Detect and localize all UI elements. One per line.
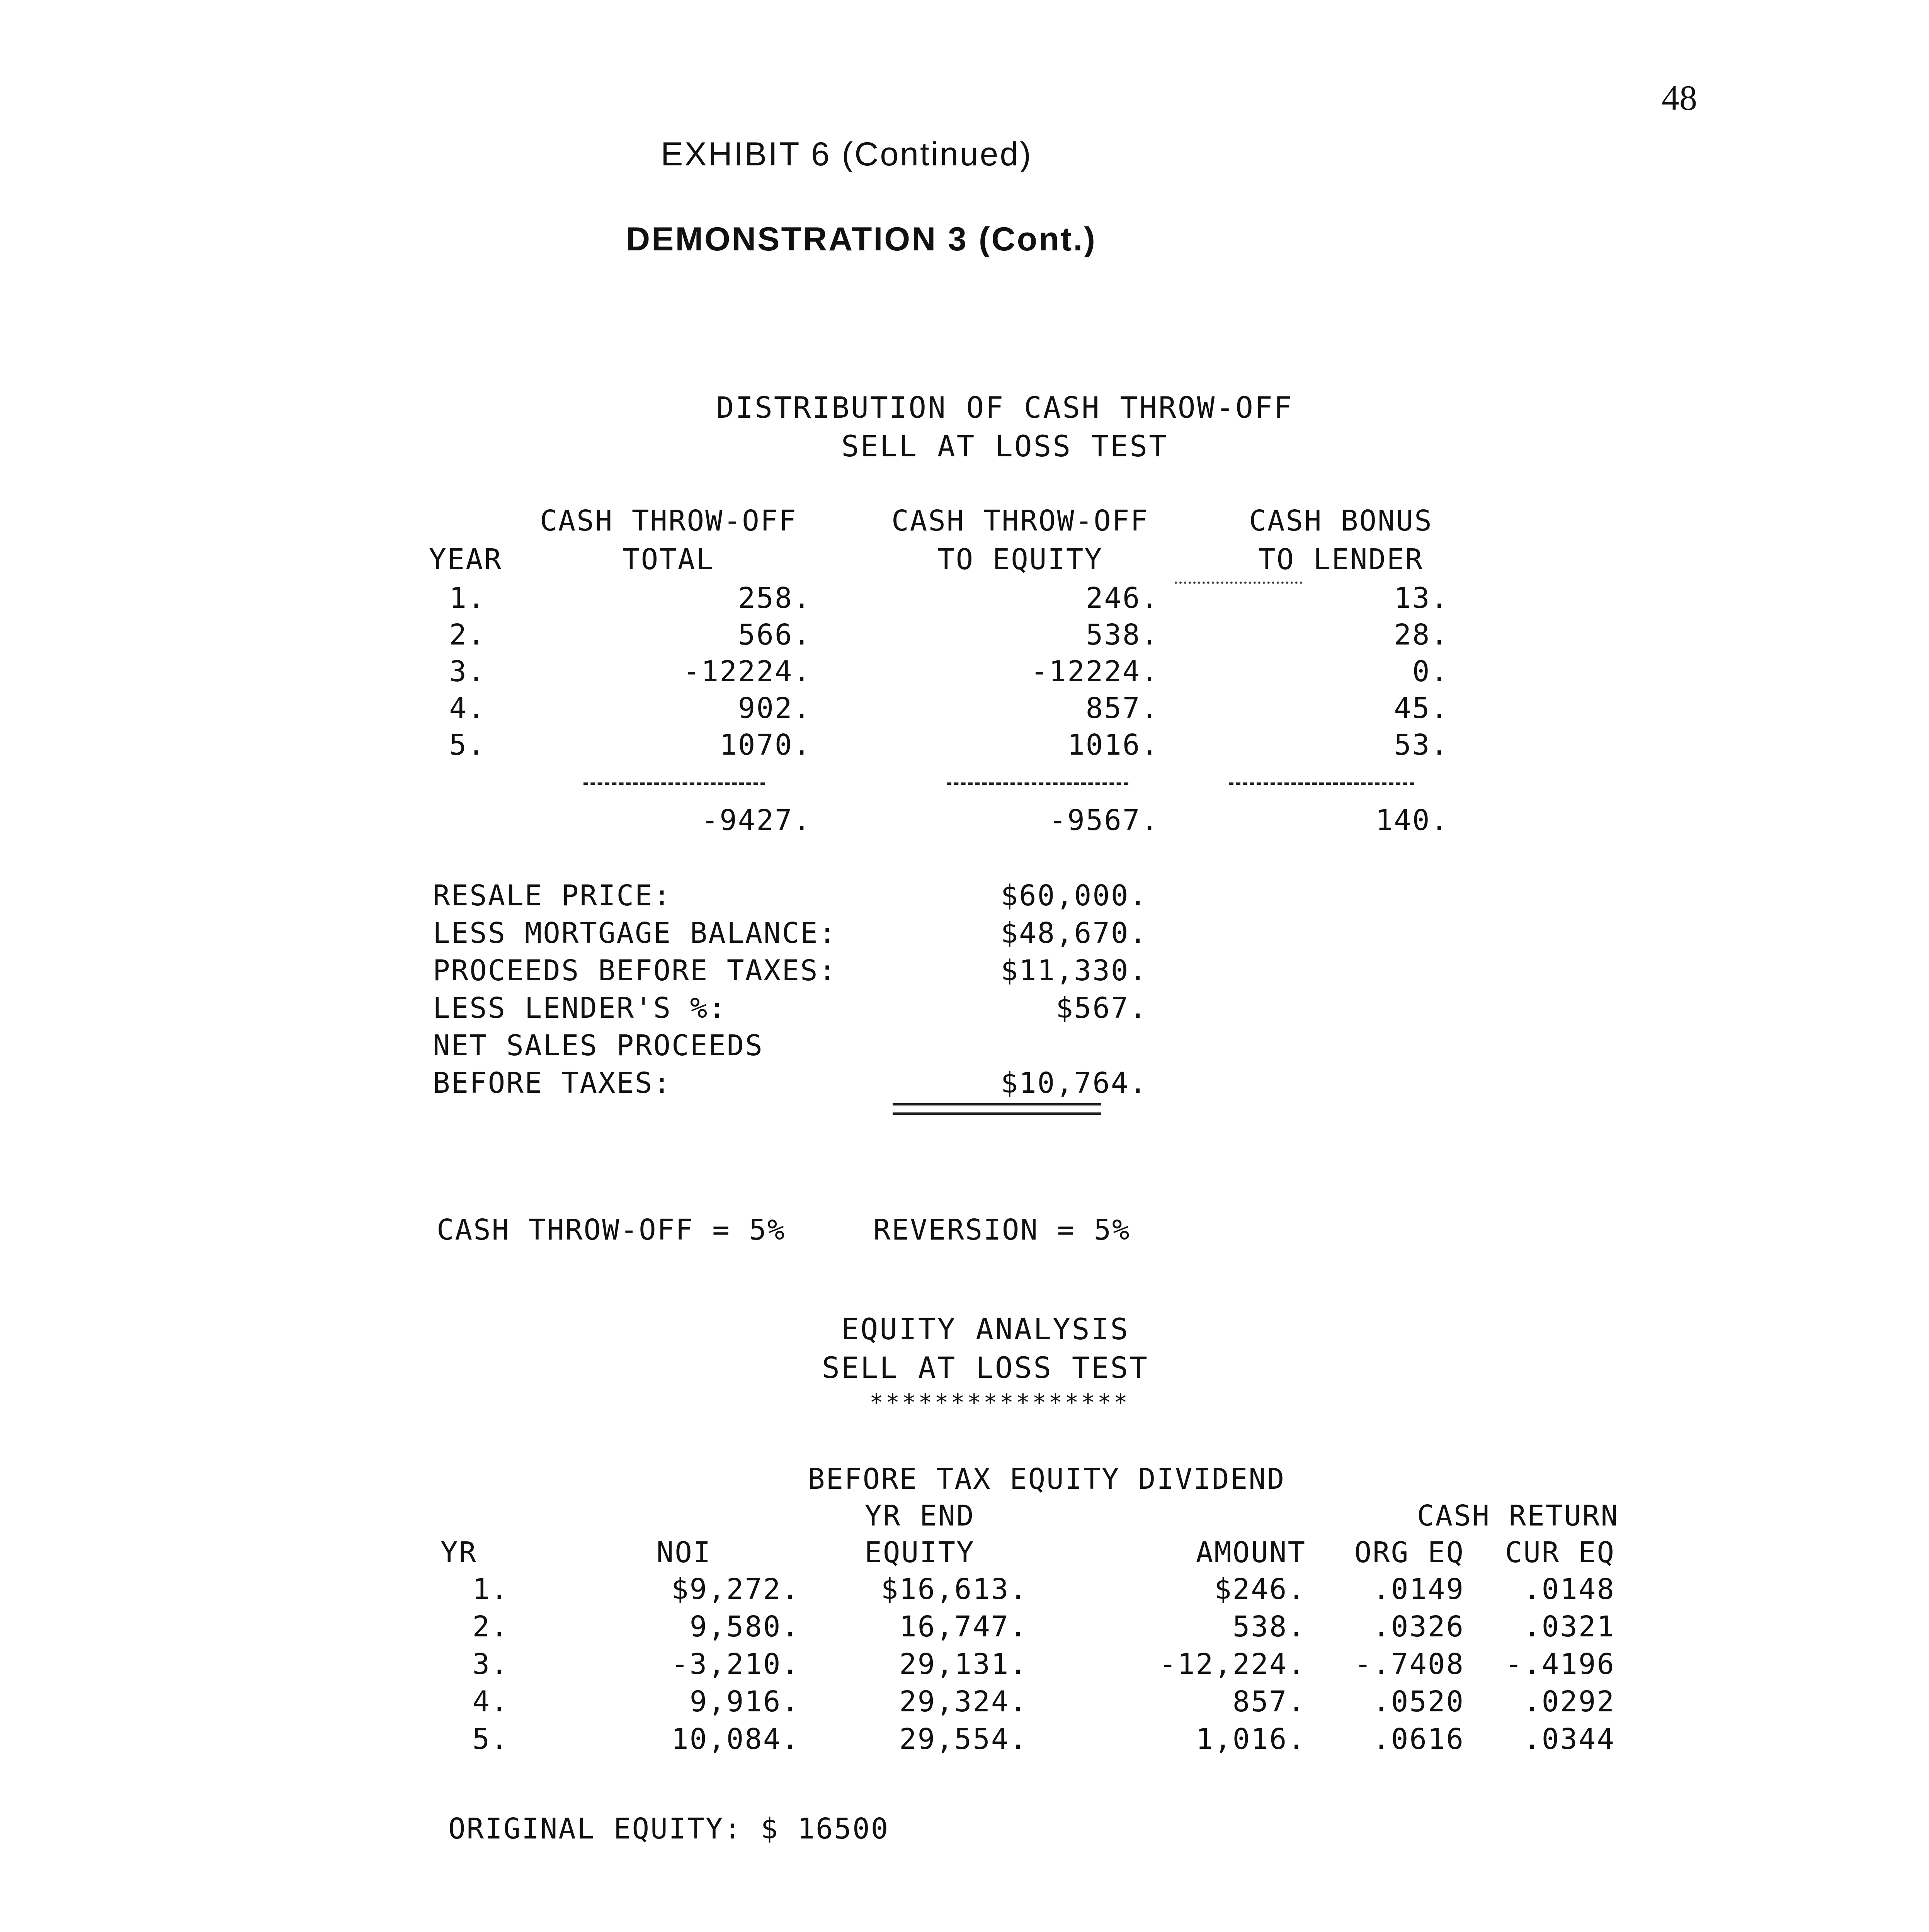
resale-row [433, 992, 1148, 1029]
reversion-rate: REVERSION = 5% [873, 1213, 1131, 1247]
resale-value: $60,000. [1000, 879, 1148, 912]
resale-value: $11,330. [1000, 954, 1148, 987]
row-amount: $246. [1214, 1573, 1306, 1606]
resale-value: $48,670. [1000, 917, 1148, 950]
row-year: 5. [449, 728, 486, 762]
row-equity: 29,554. [899, 1723, 1028, 1756]
cash-throw-off-rate: CASH THROW-OFF = 5% [437, 1213, 786, 1247]
row-total: 258. [738, 582, 811, 615]
header-bonus-line2: TO LENDER [1258, 543, 1424, 576]
row-amount: 538. [1232, 1610, 1306, 1643]
header-total-line1: CASH THROW-OFF [540, 504, 797, 537]
row-total: 902. [738, 692, 811, 725]
bonus-rule [1229, 782, 1414, 785]
row-yr: 2. [472, 1610, 509, 1643]
exhibit-title: EXHIBIT 6 (Continued) [661, 136, 1033, 173]
row-total: 566. [738, 618, 811, 651]
row-cur-eq: .0321 [1523, 1610, 1615, 1643]
header-yr-end: YR END [864, 1499, 975, 1532]
resale-label: BEFORE TAXES: [433, 1066, 672, 1100]
row-equity: 538. [1085, 618, 1159, 651]
resale-label: RESALE PRICE: [433, 879, 672, 912]
equity-analysis-subtitle: SELL AT LOSS TEST [822, 1350, 1149, 1385]
row-cur-eq: -.4196 [1505, 1648, 1615, 1681]
double-rule [893, 1103, 1101, 1115]
header-equity-line2: TO EQUITY [937, 543, 1103, 576]
distribution-title: DISTRIBUTION OF CASH THROW-OFF [716, 390, 1293, 425]
header-equity-line1: CASH THROW-OFF [891, 504, 1149, 537]
row-amount: 857. [1232, 1685, 1306, 1718]
row-amount: 1,016. [1196, 1723, 1306, 1756]
resale-row [433, 1066, 1148, 1104]
resale-row [433, 954, 1148, 991]
row-org-eq: .0616 [1373, 1723, 1465, 1756]
resale-row [433, 1029, 1128, 1066]
stars-rule: **************** [869, 1389, 1130, 1416]
row-year: 2. [449, 618, 486, 651]
row-yr: 5. [472, 1723, 509, 1756]
row-equity: -12224. [1031, 655, 1159, 688]
row-noi: -3,210. [671, 1648, 800, 1681]
row-equity: 246. [1085, 582, 1159, 615]
row-bonus: 28. [1394, 618, 1449, 651]
row-equity: 16,747. [899, 1610, 1028, 1643]
header-total-line2: TOTAL [623, 543, 714, 576]
equity-sum: -9567. [1049, 804, 1159, 837]
total-rule [583, 782, 765, 785]
row-cur-eq: .0292 [1523, 1685, 1615, 1718]
row-total: 1070. [720, 728, 811, 762]
row-total: -12224. [683, 655, 811, 688]
row-year: 1. [449, 582, 486, 615]
page-number: 48 [1662, 78, 1697, 117]
row-noi: 10,084. [671, 1723, 800, 1756]
header-year: YEAR [429, 543, 503, 576]
demonstration-title: DEMONSTRATION 3 (Cont.) [626, 221, 1097, 258]
header-bonus-line1: CASH BONUS [1249, 504, 1433, 537]
equity-analysis-title: EQUITY ANALYSIS [841, 1312, 1130, 1346]
resale-row [433, 917, 1148, 954]
resale-label: NET SALES PROCEEDS [433, 1029, 764, 1062]
equity-rule [947, 782, 1128, 785]
header-yr: YR [441, 1536, 478, 1569]
row-equity: 1016. [1067, 728, 1159, 762]
row-cur-eq: .0344 [1523, 1723, 1615, 1756]
row-noi: 9,580. [689, 1610, 800, 1643]
row-equity: $16,613. [881, 1573, 1028, 1606]
resale-value: $10,764. [1000, 1066, 1148, 1100]
header-equity: EQUITY [864, 1536, 975, 1569]
row-noi: 9,916. [689, 1685, 800, 1718]
row-noi: $9,272. [671, 1573, 800, 1606]
row-bonus: 45. [1394, 692, 1449, 725]
resale-label: LESS MORTGAGE BALANCE: [433, 917, 837, 950]
distribution-subtitle: SELL AT LOSS TEST [841, 429, 1168, 463]
row-org-eq: .0149 [1373, 1573, 1465, 1606]
header-noi: NOI [656, 1536, 712, 1569]
before-tax-header: BEFORE TAX EQUITY DIVIDEND [808, 1463, 1286, 1496]
row-yr: 1. [472, 1573, 509, 1606]
header-amount: AMOUNT [1196, 1536, 1306, 1569]
original-equity: ORIGINAL EQUITY: $ 16500 [448, 1812, 890, 1845]
resale-label: LESS LENDER'S %: [433, 992, 727, 1025]
row-equity: 29,324. [899, 1685, 1028, 1718]
row-bonus: 13. [1394, 582, 1449, 615]
header-cur-eq: CUR EQ [1505, 1536, 1615, 1569]
row-org-eq: -.7408 [1354, 1648, 1465, 1681]
header-org-eq: ORG EQ [1354, 1536, 1465, 1569]
resale-value: $567. [1056, 992, 1148, 1025]
row-equity: 29,131. [899, 1648, 1028, 1681]
row-yr: 3. [472, 1648, 509, 1681]
row-year: 3. [449, 655, 486, 688]
row-year: 4. [449, 692, 486, 725]
row-org-eq: .0520 [1373, 1685, 1465, 1718]
row-cur-eq: .0148 [1523, 1573, 1615, 1606]
row-bonus: 53. [1394, 728, 1449, 762]
row-yr: 4. [472, 1685, 509, 1718]
header-cash-return: CASH RETURN [1417, 1499, 1619, 1532]
row-org-eq: .0326 [1373, 1610, 1465, 1643]
total-sum: -9427. [701, 804, 811, 837]
row-amount: -12,224. [1159, 1648, 1306, 1681]
resale-row [433, 879, 1148, 916]
resale-label: PROCEEDS BEFORE TAXES: [433, 954, 837, 987]
row-bonus: 0. [1412, 655, 1449, 688]
row-equity: 857. [1085, 692, 1159, 725]
bonus-sum: 140. [1375, 804, 1449, 837]
